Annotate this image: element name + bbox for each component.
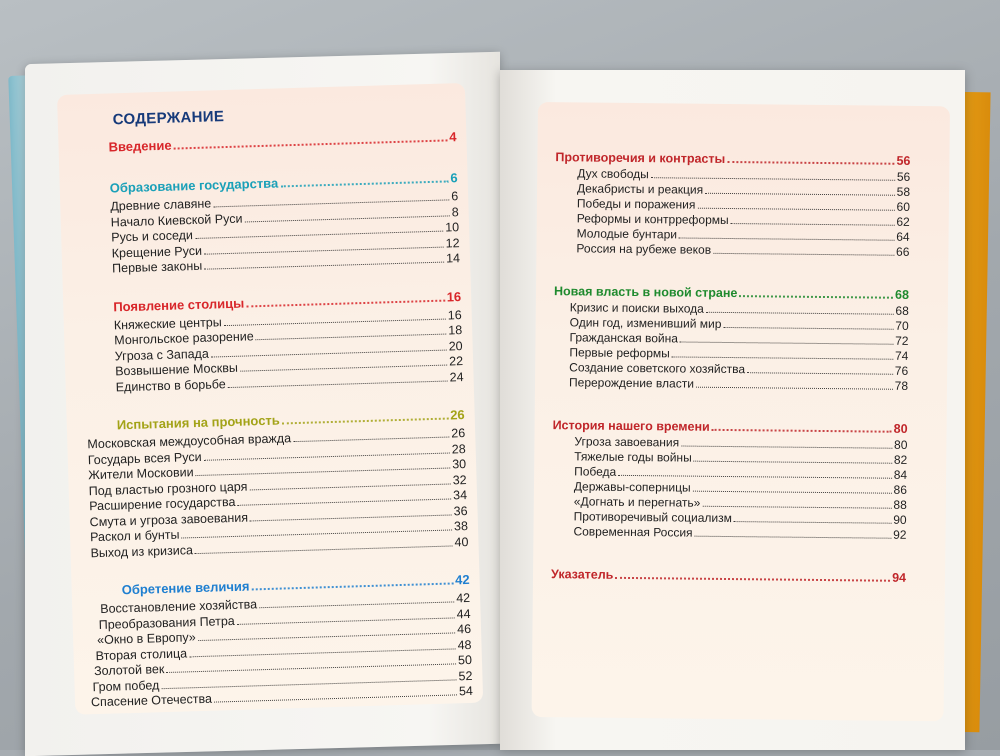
item-page-number: 50 xyxy=(457,652,473,668)
leader-dots xyxy=(681,438,892,449)
item-page-number: 6 xyxy=(451,189,459,204)
leader-dots xyxy=(697,200,894,211)
item-page-number: 14 xyxy=(445,251,461,266)
item-title: Державы-соперницы xyxy=(573,479,691,495)
leader-dots xyxy=(228,372,448,388)
toc-panel-right xyxy=(532,102,950,721)
item-page-number: 62 xyxy=(896,214,910,229)
item-page-number: 54 xyxy=(458,683,474,699)
leader-dots xyxy=(244,207,450,222)
item-title: Государь всея Руси xyxy=(87,449,202,467)
item-page-number: 36 xyxy=(453,503,468,518)
item-page-number: 84 xyxy=(893,467,908,482)
leader-dots xyxy=(280,172,448,187)
item-title: Монгольское разорение xyxy=(114,329,254,348)
item-title: Выход из кризиса xyxy=(90,542,194,560)
item-page-number: 10 xyxy=(444,220,460,235)
item-title: «Окно в Европу» xyxy=(96,630,196,648)
item-title: Московская междоусобная вражда xyxy=(87,431,292,452)
item-page-number: 38 xyxy=(453,519,469,534)
section-title: Новая власть в новой стране xyxy=(553,284,738,301)
item-page-number: 64 xyxy=(896,229,910,244)
leader-dots xyxy=(250,506,452,521)
leader-dots xyxy=(731,215,895,226)
item-title: Кризис и поиски выхода xyxy=(569,300,704,316)
section-title: Введение xyxy=(108,137,172,155)
item-page-number: 48 xyxy=(457,637,472,652)
item-title: Начало Киевской Руси xyxy=(110,211,243,229)
section-page-number: 80 xyxy=(893,421,908,436)
item-title: Перерождение власти xyxy=(568,375,695,391)
leader-dots xyxy=(734,513,891,524)
leader-dots xyxy=(672,348,893,359)
item-title: Золотой век xyxy=(93,662,165,679)
item-page-number: 22 xyxy=(448,354,464,369)
item-page-number: 46 xyxy=(456,621,472,637)
section-page-number: 56 xyxy=(896,153,911,168)
item-page-number: 72 xyxy=(895,333,909,348)
item-page-number: 58 xyxy=(896,184,911,199)
leader-dots xyxy=(694,453,892,464)
leader-dots xyxy=(706,304,894,315)
item-page-number: 32 xyxy=(452,472,467,487)
item-page-number: 28 xyxy=(451,441,466,456)
leader-dots xyxy=(224,310,446,326)
leader-dots xyxy=(696,379,893,390)
toc-section-heading[interactable] xyxy=(553,418,908,436)
leader-dots xyxy=(618,467,892,479)
item-page-number: 88 xyxy=(893,497,907,512)
item-page-number: 34 xyxy=(452,488,468,503)
item-title: Древние славяне xyxy=(110,196,212,214)
item-title: «Догнать и перегнать» xyxy=(573,494,701,510)
toc-panel-left xyxy=(57,83,483,715)
section-page-number: 16 xyxy=(446,288,462,305)
leader-dots xyxy=(256,326,447,341)
leader-dots xyxy=(237,490,451,505)
item-title: Угроза с Запада xyxy=(114,346,209,363)
leader-dots xyxy=(705,185,895,196)
item-page-number: 8 xyxy=(451,204,459,219)
item-title: Жители Московии xyxy=(88,465,194,483)
section-title: Противоречия и контрасты xyxy=(555,150,726,166)
leader-dots xyxy=(259,593,454,608)
item-title: Восстановление хозяйства xyxy=(100,597,258,616)
leader-dots xyxy=(727,153,894,165)
item-page-number: 40 xyxy=(454,534,469,549)
leader-dots xyxy=(246,291,445,307)
leader-dots xyxy=(237,609,455,624)
leader-dots xyxy=(251,574,453,590)
toc-section-heading[interactable] xyxy=(554,284,909,302)
item-title: Смута и угроза завоевания xyxy=(89,510,249,529)
item-page-number: 56 xyxy=(896,169,911,184)
section-title: Образование государства xyxy=(109,175,279,196)
item-title: Возвышение Москвы xyxy=(115,360,239,379)
item-page-number: 68 xyxy=(895,303,909,318)
leader-dots xyxy=(651,169,895,181)
leader-dots xyxy=(712,421,892,433)
leader-dots xyxy=(693,483,892,494)
item-page-number: 16 xyxy=(447,307,462,323)
leader-dots xyxy=(282,410,449,425)
toc-item[interactable] xyxy=(576,241,909,258)
item-page-number: 42 xyxy=(455,590,471,606)
section-title: Появление столицы xyxy=(113,295,245,314)
item-title: Расширение государства xyxy=(89,494,236,514)
item-title: Россия на рубеже веков xyxy=(576,241,712,257)
item-page-number: 66 xyxy=(896,244,910,259)
item-title: Создание советского хозяйства xyxy=(569,360,746,377)
leader-dots xyxy=(173,131,447,149)
leader-dots xyxy=(615,569,890,582)
item-title: Раскол и бунты xyxy=(89,527,180,545)
item-title: Молодые бунтари xyxy=(576,226,678,242)
leader-dots xyxy=(702,498,891,509)
section-title: Испытания на прочность xyxy=(116,412,280,433)
item-page-number: 52 xyxy=(458,668,473,683)
toc-title: СОДЕРЖАНИЕ xyxy=(112,108,225,129)
item-title: Спасение Отечества xyxy=(90,691,213,710)
item-title: Дух свободы xyxy=(577,166,649,182)
toc-item[interactable] xyxy=(573,524,906,541)
item-title: Единство в борьбе xyxy=(115,376,226,394)
leader-dots xyxy=(695,528,892,539)
item-title: Преобразования Петра xyxy=(98,613,235,632)
item-title: Первые законы xyxy=(111,258,203,276)
item-title: Победа xyxy=(574,464,617,479)
toc-section-heading[interactable] xyxy=(108,129,456,154)
item-title: Декабристы и реакция xyxy=(577,181,704,197)
item-page-number: 74 xyxy=(894,348,909,363)
item-title: Княжеские центры xyxy=(113,314,222,332)
item-page-number: 24 xyxy=(449,369,464,384)
item-page-number: 92 xyxy=(893,527,907,542)
item-page-number: 26 xyxy=(451,426,466,441)
leader-dots xyxy=(747,364,893,375)
item-title: Реформы и контрреформы xyxy=(576,211,729,228)
item-page-number: 12 xyxy=(445,235,460,251)
toc-item[interactable] xyxy=(569,375,908,393)
item-title: Русь и соседи xyxy=(111,228,194,245)
item-title: Гром побед xyxy=(92,677,160,694)
leader-dots xyxy=(249,475,451,490)
leader-dots xyxy=(713,245,894,256)
item-title: Противоречивый социализм xyxy=(573,509,733,526)
item-page-number: 60 xyxy=(896,199,910,214)
item-page-number: 86 xyxy=(893,482,908,497)
item-page-number: 30 xyxy=(452,457,467,472)
item-page-number: 70 xyxy=(895,318,909,333)
item-page-number: 76 xyxy=(894,363,909,378)
item-title: Под властью грозного царя xyxy=(88,479,248,498)
leader-dots xyxy=(680,334,893,345)
section-page-number: 68 xyxy=(895,287,910,302)
leader-dots xyxy=(293,429,450,443)
item-title: Вторая столица xyxy=(95,645,188,663)
section-page-number: 6 xyxy=(450,170,458,186)
item-title: Первые реформы xyxy=(569,345,670,361)
leader-dots xyxy=(723,319,893,330)
item-title: Современная Россия xyxy=(573,524,693,540)
section-page-number: 42 xyxy=(454,571,470,588)
item-page-number: 78 xyxy=(894,378,909,393)
section-title: Обретение величия xyxy=(121,578,250,598)
item-title: Угроза завоевания xyxy=(574,434,680,450)
toc-section-heading[interactable] xyxy=(551,567,906,585)
item-page-number: 82 xyxy=(893,452,908,467)
section-title: Указатель xyxy=(550,567,614,582)
item-page-number: 80 xyxy=(893,437,908,452)
item-page-number: 18 xyxy=(448,323,463,338)
item-page-number: 90 xyxy=(893,512,907,527)
leader-dots xyxy=(679,229,894,240)
leader-dots xyxy=(240,357,448,372)
item-page-number: 20 xyxy=(448,338,463,353)
section-page-number: 94 xyxy=(892,570,907,585)
item-title: Один год, изменивший мир xyxy=(569,315,722,331)
toc-section-heading[interactable] xyxy=(555,150,910,168)
section-page-number: 4 xyxy=(448,129,457,145)
section-title: История нашего времени xyxy=(552,418,710,434)
section-page-number: 26 xyxy=(449,407,465,423)
item-title: Гражданская война xyxy=(569,330,679,346)
item-title: Тяжелые годы войны xyxy=(574,449,692,465)
leader-dots xyxy=(739,287,893,299)
item-page-number: 44 xyxy=(456,606,471,621)
item-title: Победы и поражения xyxy=(576,196,696,212)
item-title: Крещение Руси xyxy=(111,243,203,260)
